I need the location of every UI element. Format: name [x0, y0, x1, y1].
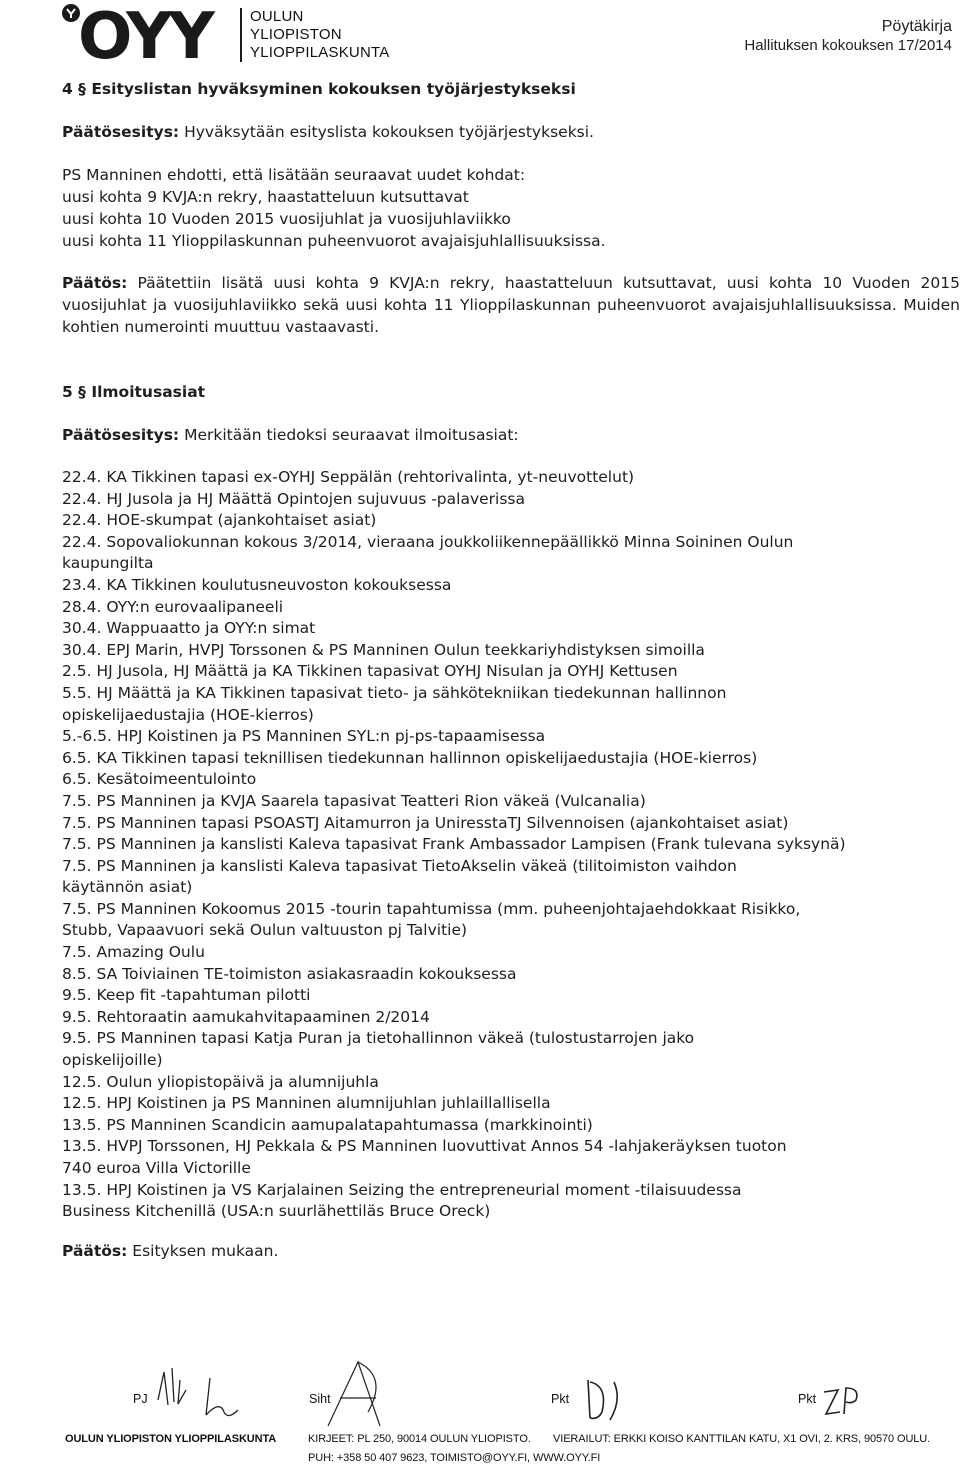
section-5-decision — [62, 1241, 278, 1263]
list-item: 12.5. HPJ Koistinen ja PS Manninen alumnijuhlan juhlaillallisella — [62, 1094, 551, 1113]
footer-address: KIRJEET: PL 250, 90014 OULUN YLIOPISTO. — [308, 1433, 531, 1445]
org-name-line-2: YLIOPISTON — [250, 26, 342, 43]
list-item: 12.5. Oulun yliopistopäivä ja alumnijuhla — [62, 1072, 379, 1091]
proposal-label: Päätösesitys: — [62, 123, 180, 141]
section-5-heading: 5 § Ilmoitusasiat — [62, 383, 206, 401]
list-item: kaupungilta — [62, 554, 154, 573]
list-item: 22.4. HJ Jusola ja HJ Määttä Opintojen sujuvuus -palaverissa — [62, 489, 525, 508]
section-4-decision — [62, 272, 960, 338]
list-item: 6.5. KA Tikkinen tapasi teknillisen tiedekunnan hallinnon opiskelijaedustajia (HOE-kierros) — [62, 748, 758, 767]
list-item: 7.5. PS Manninen tapasi PSOASTJ Aitamurron ja UniresstaTJ Silvennoisen (ajankohtaiset asiat) — [62, 813, 789, 832]
list-item: 22.4. KA Tikkinen tapasi ex-OYHJ Seppälän (rehtorivalinta, yt-neuvottelut) — [62, 468, 635, 486]
signature-pj — [150, 1360, 270, 1430]
signature-pkt-1 — [580, 1372, 630, 1424]
signature-pkt-2 — [820, 1380, 870, 1422]
list-item: opiskelijoille) — [62, 1051, 163, 1070]
section-4-line: PS Manninen ehdotti, että lisätään seuraavat uudet kohdat: — [62, 166, 526, 184]
org-name-line-1: OULUN — [250, 8, 304, 25]
decision-label: Päätös: — [62, 1242, 128, 1260]
oyy-logo — [58, 2, 248, 68]
signature-siht — [318, 1352, 438, 1432]
document-type: Pöytäkirja — [881, 18, 952, 35]
list-item: 7.5. PS Manninen ja kanslisti Kaleva tapasivat TietoAkselin väkeä (tilitoimiston vaihdon — [62, 856, 737, 875]
list-item: 22.4. HOE-skumpat (ajankohtaiset asiat) — [62, 511, 377, 530]
signature-label-pj: PJ — [133, 1392, 148, 1406]
org-name-line-3: YLIOPPILASKUNTA — [250, 44, 390, 61]
decision-text: Esityksen mukaan. — [127, 1242, 279, 1260]
decision-text: Päätettiin lisätä uusi kohta 9 KVJA:n rekry, haastatteluun kutsuttavat, uusi kohta 10 Vuoden 2015 vuosijuhlat ja vuosijuhlaviikko sekä uusi kohta 11 Ylioppilaskunnan puheenvuorot avajaisjuhlallisuuksissa. Muiden kohtien numerointi muuttuu vastaavasti. — [62, 274, 960, 336]
footer-org: OULUN YLIOPISTON YLIOPPILASKUNTA — [65, 1433, 277, 1445]
signature-label-pkt-2: Pkt — [798, 1392, 817, 1406]
list-item: 740 euroa Villa Victorille — [62, 1159, 251, 1177]
list-item: 9.5. Rehtoraatin aamukahvitapaaminen 2/2014 — [62, 1007, 430, 1026]
signature-label-siht: Siht — [309, 1392, 331, 1406]
oyy-logo-graphic — [58, 2, 248, 64]
list-item: 30.4. Wappuaatto ja OYY:n simat — [62, 619, 316, 638]
list-item: 13.5. HVPJ Torssonen, HJ Pekkala & PS Manninen luovuttivat Annos 54 -lahjakeräyksen tuoton — [62, 1137, 787, 1156]
list-item: 13.5. PS Manninen Scandicin aamupalatapahtumassa (markkinointi) — [62, 1115, 593, 1134]
list-item: 9.5. PS Manninen tapasi Katja Puran ja tietohallinnon väkeä (tulostustarrojen jako — [62, 1029, 695, 1048]
list-item: Business Kitchenillä (USA:n suurlähettiläs Bruce Oreck) — [62, 1202, 491, 1221]
list-item: 5.5. HJ Määttä ja KA Tikkinen tapasivat tieto- ja sähkötekniikan tiedekunnan hallinnon — [62, 683, 727, 702]
list-item: 28.4. OYY:n eurovaalipaneeli — [62, 597, 284, 616]
section-5-proposal — [62, 425, 519, 447]
footer-contact: PUH: +358 50 407 9623, TOIMISTO@OYY.FI, WWW.OYY.FI — [308, 1452, 601, 1464]
section-4-proposal — [62, 122, 594, 144]
proposal-label: Päätösesitys: — [62, 426, 180, 444]
section-4-line: uusi kohta 9 KVJA:n rekry, haastatteluun kutsuttavat — [62, 188, 469, 206]
list-item: opiskelijaedustajia (HOE-kierros) — [62, 705, 314, 724]
proposal-text: Hyväksytään esityslista kokouksen työjärjestykseksi. — [179, 123, 594, 141]
list-item: 6.5. Kesätoimeentulointo — [62, 770, 257, 789]
section-4-heading: 4 § Esityslistan hyväksyminen kokouksen työjärjestykseksi — [62, 80, 576, 98]
announcement-list — [0, 467, 846, 1223]
list-item: 7.5. PS Manninen ja kanslisti Kaleva tapasivat Frank Ambassador Lampisen (Frank tulevana syksynä) — [62, 835, 846, 854]
list-item: 7.5. PS Manninen ja KVJA Saarela tapasivat Teatteri Rion väkeä (Vulcanalia) — [62, 791, 646, 810]
list-item: Stubb, Vapaavuori sekä Oulun valtuuston pj Talvitie) — [62, 921, 468, 940]
list-item: käytännön asiat) — [62, 878, 193, 897]
list-item: 23.4. KA Tikkinen koulutusneuvoston kokouksessa — [62, 575, 452, 594]
footer-visit: VIERAILUT: ERKKI KOISO KANTTILAN KATU, X1 OVI, 2. KRS, 90570 OULU. — [553, 1433, 931, 1445]
list-item: 9.5. Keep fit -tapahtuman pilotti — [62, 986, 311, 1005]
proposal-text: Merkitään tiedoksi seuraavat ilmoitusasiat: — [179, 426, 519, 444]
list-item: 22.4. Sopovaliokunnan kokous 3/2014, vieraana joukkoliikennepäällikkö Minna Soininen Oulun — [62, 532, 794, 551]
list-item: 7.5. Amazing Oulu — [62, 943, 205, 962]
list-item: 5.-6.5. HPJ Koistinen ja PS Manninen SYL:n pj-ps-tapaamisessa — [62, 727, 546, 746]
list-item: 13.5. HPJ Koistinen ja VS Karjalainen Seizing the entrepreneurial moment -tilaisuudessa — [62, 1180, 742, 1199]
section-4-line: uusi kohta 10 Vuoden 2015 vuosijuhlat ja vuosijuhlaviikko — [62, 210, 511, 228]
list-item: 8.5. SA Toiviainen TE-toimiston asiakasraadin kokouksessa — [62, 964, 517, 983]
signature-label-pkt-1: Pkt — [551, 1392, 570, 1406]
decision-label: Päätös: — [62, 274, 128, 292]
meeting-number: Hallituksen kokouksen 17/2014 — [744, 37, 952, 54]
list-item: 7.5. PS Manninen Kokoomus 2015 -tourin tapahtumissa (mm. puheenjohtajaehdokkaat Risikko, — [62, 899, 801, 918]
list-item: 2.5. HJ Jusola, HJ Määttä ja KA Tikkinen tapasivat OYHJ Nisulan ja OYHJ Kettusen — [62, 662, 678, 681]
svg-text:OYY: OYY — [78, 2, 211, 64]
list-item: 30.4. EPJ Marin, HVPJ Torssonen & PS Manninen Oulun teekkariyhdistyksen simoilla — [62, 640, 705, 659]
section-4-line: uusi kohta 11 Ylioppilaskunnan puheenvuorot avajaisjuhlallisuuksissa. — [62, 232, 606, 250]
